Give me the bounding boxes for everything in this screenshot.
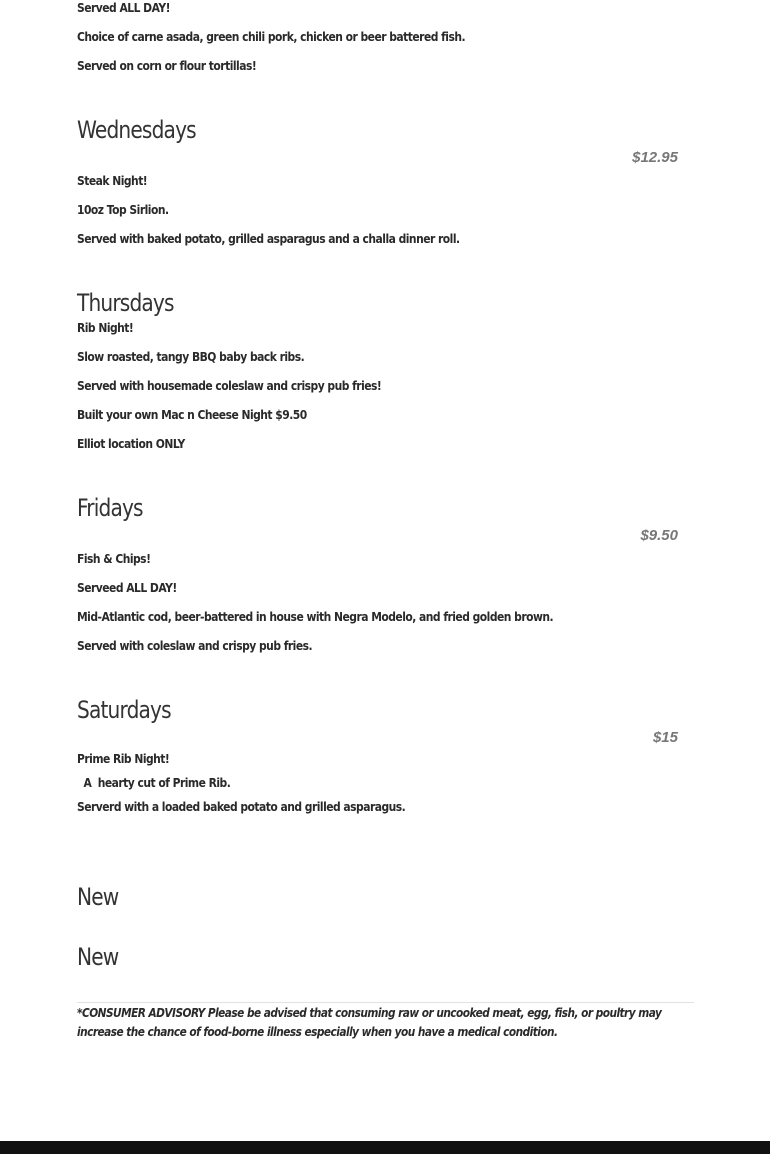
- new-section-heading-1: New: [77, 883, 119, 911]
- wednesday-heading: Wednesdays: [77, 116, 196, 144]
- thursday-line-1: Rib Night!: [77, 320, 134, 335]
- saturday-line-3: Serverd with a loaded baked potato and grilled asparagus.: [77, 799, 406, 814]
- thursday-heading: Thursdays: [77, 289, 174, 317]
- footer-bar: [0, 1141, 770, 1154]
- friday-line-4: Served with coleslaw and crispy pub fries.: [77, 638, 313, 653]
- thursday-line-2: Slow roasted, tangy BBQ baby back ribs.: [77, 349, 305, 364]
- friday-price: $9.50: [640, 527, 678, 544]
- friday-line-3: Mid-Atlantic cod, beer-battered in house with Negra Modelo, and fried golden brown.: [77, 609, 554, 624]
- wednesday-line-2: 10oz Top Sirlion.: [77, 202, 169, 217]
- friday-heading: Fridays: [77, 494, 143, 522]
- saturday-line-2: A hearty cut of Prime Rib.: [77, 775, 231, 790]
- thursday-line-3: Served with housemade coleslaw and crispy pub fries!: [77, 378, 382, 393]
- thursday-line-4: Built your own Mac n Cheese Night $9.50: [77, 407, 307, 422]
- wednesday-price: $12.95: [632, 149, 678, 166]
- new-section-heading-2: New: [77, 943, 119, 971]
- consumer-advisory: *CONSUMER ADVISORY Please be advised that consuming raw or uncooked meat, egg, fish, or poultry may increase the chance of food-borne illness especially when you have a medical condition.: [77, 1006, 662, 1039]
- friday-line-2: Serveed ALL DAY!: [77, 580, 177, 595]
- tuesday-line-3: Served on corn or flour tortillas!: [77, 58, 257, 73]
- wednesday-line-3: Served with baked potato, grilled asparagus and a challa dinner roll.: [77, 231, 460, 246]
- saturday-price: $15: [652, 729, 678, 746]
- wednesday-line-1: Steak Night!: [77, 173, 148, 188]
- tuesday-line-2: Choice of carne asada, green chili pork, chicken or beer battered fish.: [77, 29, 466, 44]
- saturday-line-1: Prime Rib Night!: [77, 751, 170, 766]
- friday-line-1: Fish & Chips!: [77, 551, 151, 566]
- tuesday-line-1: Served ALL DAY!: [77, 0, 171, 15]
- thursday-line-5: Elliot location ONLY: [77, 436, 185, 451]
- advisory-divider: [77, 1002, 694, 1003]
- saturday-heading: Saturdays: [77, 696, 171, 724]
